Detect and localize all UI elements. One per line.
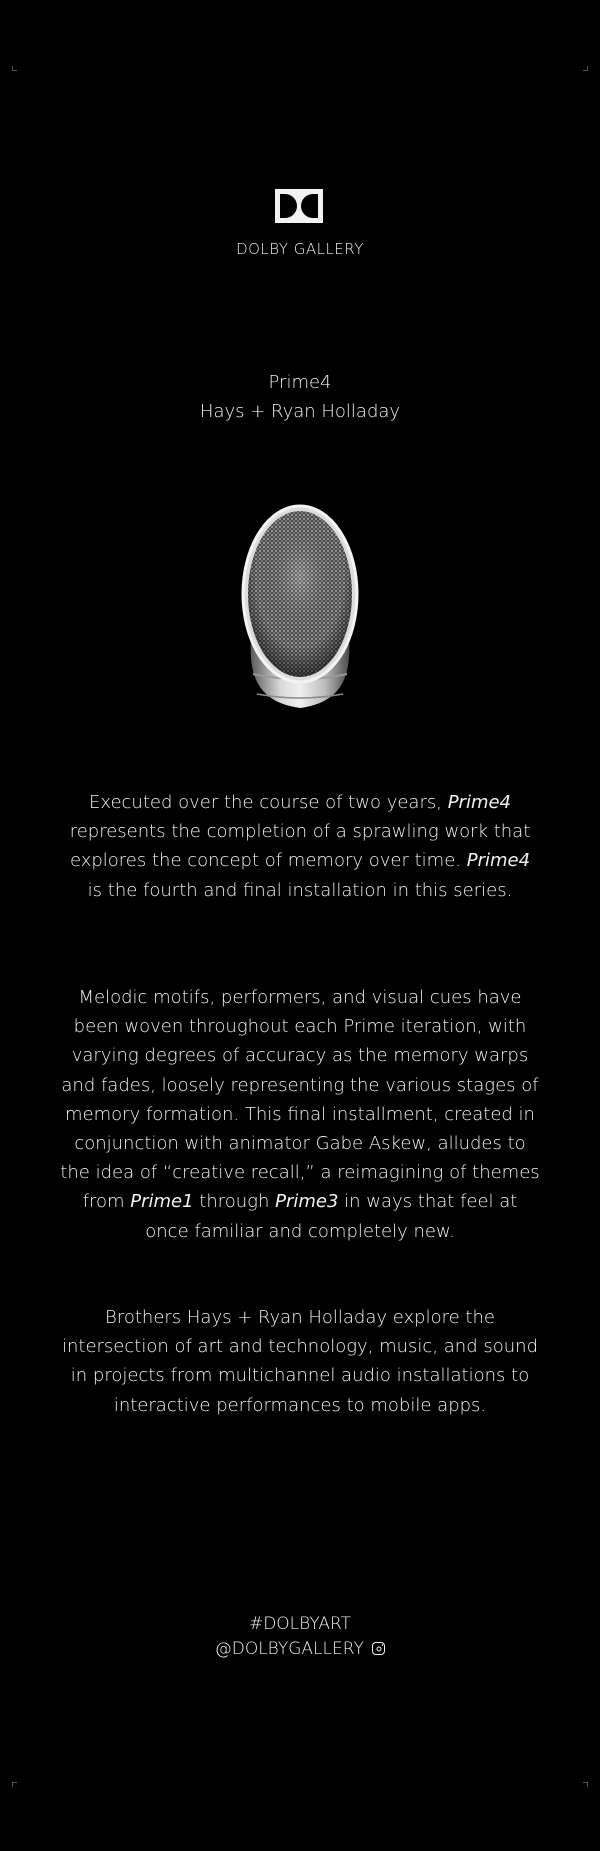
exhibit-artist: Hays + Ryan Holladay [199,401,401,422]
social-handle-link[interactable] [0,1639,600,1659]
italic-title-text: Prime4 [447,792,512,813]
paragraph-text: Brothers Hays + Ryan Holladay explore the intersection of art and technology, music, and sound in projects from multichannel audio installations to interactive performances to mobile apps. [61,1307,538,1416]
corner-mark-top-right [583,66,588,71]
intro-paragraph [60,788,540,905]
corner-mark-top-left [12,66,17,71]
italic-title-text: Prime1 [130,1191,194,1213]
paragraph-text: is the fourth and final installation in this series. [87,879,513,901]
instagram-icon[interactable] [372,1642,385,1655]
brand-name: DOLBY GALLERY [236,240,364,258]
artists-paragraph [60,1303,540,1420]
description-paragraph [60,983,540,1246]
paragraph-text: Executed over the course of two years, [88,792,448,813]
fencing-mask-artwork [235,502,365,717]
corner-mark-bottom-left [12,1782,17,1787]
corner-mark-bottom-right [583,1782,588,1787]
hashtag: #DOLBYART [248,1614,352,1634]
dolby-logo-icon [275,189,323,223]
italic-title-text: Prime3 [275,1191,339,1213]
paragraph-text: through [193,1191,276,1213]
paragraph-text: Melodic motifs, performers, and visual cues have been woven throughout each Prime iteration, with varying degrees of accuracy as the memory warps and fades, loosely representing the various stages of memory formation. This final installment, created in conjunction with animator Gabe Askew, alludes to the idea of “creative recall,” a reimagining of themes from [60,987,540,1213]
paragraph-text: in ways that feel at once familiar and completely new. [145,1191,518,1242]
exhibit-title: Prime4 [268,372,332,393]
italic-title-text: Prime4 [466,850,531,872]
paragraph-text: represents the completion of a sprawling work that explores the concept of memory over time. [69,821,531,872]
social-handle[interactable]: @DOLBYGALLERY [214,1639,364,1659]
